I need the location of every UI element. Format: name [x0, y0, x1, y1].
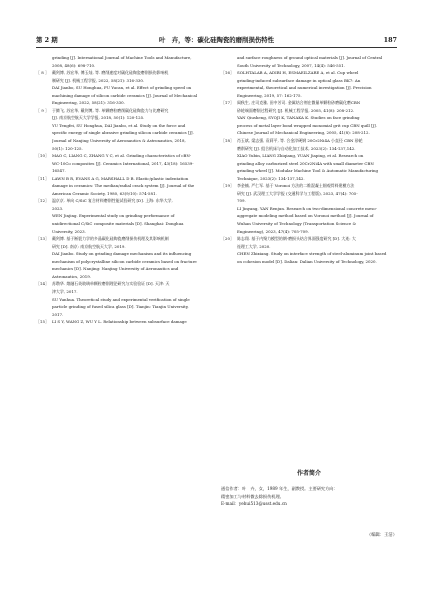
reference-entry: [221, 137, 391, 182]
issue-label: 第 2 期: [36, 36, 58, 44]
reference-entry: [221, 54, 391, 69]
reference-line: 研究 [J]. 武汉理工大学学报 (交通科学与工程版), 2023, 47(4): 705-: [237, 190, 358, 196]
author-intro-line: 精密加工与材料微去除损伤机理。: [221, 493, 284, 499]
running-title: 叶 卉，等：碳化硅陶瓷的磨削损伤特性: [158, 36, 275, 44]
reference-number: ［20］: [221, 236, 234, 242]
reference-line: SU Yunhua. Theoretical study and experimental verification of single: [52, 296, 190, 302]
reference-entry: [36, 69, 206, 107]
reference-entry: [36, 107, 206, 152]
reference-line: American Ceramic Society, 1980, 63(9/10): 574-581.: [52, 190, 157, 196]
reference-line: 连理工大学, 2020.: [237, 243, 271, 249]
reference-number: ［ 8 ］: [36, 70, 49, 76]
editor-note: （编辑：王洁）: [366, 533, 397, 538]
reference-line: process of metal layer bond wrapped monomial grit cup CBN quill [J].: [237, 122, 377, 128]
reference-line: 津大学, 2017.: [52, 288, 78, 294]
reference-entry: [36, 54, 206, 69]
reference-line: Engineering), 2023, 47(4): 705-709.: [237, 228, 309, 234]
reference-line: LI Jinyang, YAN Renjun. Research on two-dimensional concrete meso-: [237, 205, 377, 211]
reference-line: aggregate modeling method based on Voronoi method [J]. Journal of: [237, 213, 374, 219]
reference-line: mechanism of polycrystalline silicon carbide ceramics based on fracture: [52, 258, 197, 264]
reference-entry: [36, 152, 206, 175]
references-left-column: [36, 54, 206, 326]
reference-line: LAWN B R, EVANS A G, MARSHALL D B. Elastic/plastic indentation: [52, 175, 189, 181]
page-header: [36, 35, 397, 46]
reference-number: ［16］: [221, 70, 234, 76]
reference-line: WC-10Co composites [J]. Ceramics International, 2017, 43(18): 16539-: [52, 160, 194, 166]
reference-line: 阎秋生, 庄司克雅, 田中芳司. 金属结合剂在微量单颗粒砂磨碳化磨CBN: [237, 100, 361, 106]
reference-number: ［13］: [36, 236, 49, 242]
reference-line: 苏瓒华. 熔融石英玻璃单颗粒磨削理论研究与实验验证 [D]. 天津: 天: [52, 281, 170, 287]
reference-entry: [221, 99, 391, 137]
author-intro-title: 作者简介: [296, 470, 321, 477]
reference-line: 于腾飞, 苏宏华, 戴剑博, 等. 单颗磨粒磨削碳化硅陶瓷力与比磨研究: [52, 107, 169, 113]
reference-number: ［12］: [36, 198, 49, 204]
reference-line: particle grinding of fused silica glass [D]. Tianjin: Tianjin University,: [52, 304, 189, 310]
reference-line: WEN Jinjing. Experimental study on grinding performance of: [52, 213, 175, 219]
reference-line: 陈志翔. 基于内聚力模型的钢-磨损头结合界面强度研究 [D]. 大连: 大: [237, 236, 356, 242]
reference-line: DAI Jianbo. Study on grinding damage mechanism and its influencing: [52, 251, 192, 257]
reference-entry: [36, 175, 206, 198]
reference-line: 709.: [237, 198, 246, 204]
reference-line: Journal of Nanjing University of Aeronautics & Astronautics, 2018,: [52, 138, 186, 144]
reference-line: 2008, 48(6): 698-710.: [52, 62, 96, 68]
reference-line: LI S Y, WANG Z, WU Y L. Relationship between subsurface damage: [52, 319, 187, 325]
reference-line: University, 2023.: [52, 228, 86, 234]
reference-entry: [36, 197, 206, 235]
reference-line: 磨削研究 [J]. 组合机床与自动化加工技术, 2023(2): 134-137,142.: [237, 145, 356, 151]
reference-line: 制研究 [J]. 机械工程学报, 2022, 58(21): 316-330.: [52, 77, 145, 83]
reference-line: Wuhan University of Technology (Transportation Science &: [237, 221, 356, 227]
reference-line: 肖玉斌, 梁志强, 袁莉平, 等. 合金淬硬钢 20Cr2Ni4A 小直径 CBN 砂轮: [237, 138, 363, 144]
reference-line: unidirectional C/SiC composite materials [D]. Shanghai: Donghua: [52, 221, 184, 227]
reference-entry: [221, 182, 391, 235]
reference-number: ［17］: [221, 100, 234, 106]
reference-line: 2023.: [52, 205, 64, 211]
reference-line: DAI Jianbo, SU Honghua, FU Yucan, et al. Effect of grinding speed on: [52, 85, 192, 91]
reference-line: and surface roughness of ground optical materials [J]. Journal of Central: [237, 55, 383, 60]
reference-line: Chinese Journal of Mechanical Engineering, 2005, 41(8): 208-212.: [237, 130, 370, 136]
reference-line: SOLHTALAB A, ADIBI H, ESMAEILZARE A, et al. Cup wheel: [237, 70, 359, 76]
reference-line: 戴剑博, 苏宏华, 傅玉灿, 等. 磨削速度对碳化硅陶瓷磨削损伤影响机: [52, 70, 169, 76]
reference-number: ［15］: [36, 319, 49, 325]
reference-line: Engineering, 2022, 58(21): 316-330.: [52, 100, 125, 106]
reference-number: ［18］: [221, 138, 234, 144]
reference-number: ［11］: [36, 175, 49, 181]
reference-line: 温京京. 单向 C/SiC 复合材料磨削性能试验研究 [D]. 上海: 东华大学,: [52, 198, 173, 204]
reference-number: ［14］: [36, 281, 49, 287]
reference-line: YAN Qiusheng, SYOJI K, TANAKA K. Studies on face grinding: [237, 115, 360, 121]
reference-line: 16547.: [52, 168, 66, 174]
reference-line: grinding-induced subsurface damage in optical glass BK7: An: [237, 77, 361, 83]
reference-line: experimental, theoretical and numerical investigation [J]. Precision: [237, 85, 372, 91]
reference-entry: [36, 235, 206, 280]
author-intro: [221, 468, 397, 508]
reference-line: mechanics [D]. Nanjing: Nanjing University of Aeronautics and: [52, 266, 179, 272]
reference-number: ［19］: [221, 183, 234, 189]
reference-entry: [221, 69, 391, 99]
author-email: E-mail：yehui513@usst.edu.cn: [221, 501, 287, 507]
reference-line: machining damage of silicon carbide ceramics [J]. Journal of Mechanical: [52, 92, 198, 98]
reference-line: Technique, 2023(2): 134-137,142.: [237, 175, 305, 181]
reference-line: 研究 [D]. 南京: 南京航空航天大学, 2019.: [52, 243, 126, 249]
reference-line: 戴剑博. 基于断裂力学的多晶碳化硅陶瓷磨削损伤机理及其影响机制: [52, 236, 169, 242]
reference-line: 2017.: [52, 311, 64, 317]
reference-line: specific energy of single abrasive grinding silicon carbide ceramics [J].: [52, 130, 194, 136]
reference-line: on cohesion model [D]. Dalian: Dalian University of Technology, 2020.: [237, 258, 377, 264]
reference-line: South University of Technology, 2007, 14(4): 546-551.: [237, 62, 345, 68]
reference-number: ［ 9 ］: [36, 107, 49, 113]
reference-line: YU Tengfei, SU Honghua, DAI Jianbo, et al. Study on the force and: [52, 122, 186, 128]
reference-line: 砂轮端面磨削过程研究 [J]. 机械工程学报, 2005, 41(8): 208-212.: [237, 107, 355, 113]
header-rule: [36, 47, 397, 48]
reference-line: 50(1): 120-125.: [52, 145, 83, 151]
reference-entry: [36, 280, 206, 318]
reference-line: CHEN Zhixiang. Study on interface strength of steel-aluminum joint based: [237, 251, 387, 257]
reference-line: grinding [J]. International Journal of Machine Tools and Manufacture,: [52, 55, 192, 60]
reference-line: Astronautics, 2019.: [52, 273, 91, 279]
reference-line: damage in ceramics: The median/radial crack system [J]. Journal of the: [52, 183, 195, 189]
references-right-column: [221, 54, 391, 265]
reference-line: Engineering, 2019, 57: 162-175.: [237, 92, 302, 98]
page-number: 187: [383, 36, 397, 44]
reference-line: 李金楠, 严仁军. 基于 Voronoi 方法的二维混凝土细观骨料建模方法: [237, 183, 355, 189]
reference-entry: [36, 318, 206, 326]
reference-line: grinding alloy carburized steel 20Cr2Ni4A with small diameter CBN: [237, 160, 374, 166]
reference-number: ［10］: [36, 153, 49, 159]
reference-line: [J]. 南京航空航天大学学报, 2018, 50(1): 120-125.: [52, 115, 145, 121]
reference-line: grinding wheel [J]. Modular Machine Tool & Automatic Manufacturing: [237, 168, 379, 174]
reference-line: MAO C, LIANG C, ZHANG Y C, et al. Grinding characteristics of cBN-: [52, 153, 192, 159]
reference-line: XIAO Yubin, LIANG Zhiqiang, YUAN Jiaping, et al. Research on: [237, 153, 364, 159]
author-intro-line: 通信作者：叶 卉，女，1989 年生，副教授。主要研究方向：: [221, 486, 338, 491]
reference-entry: [221, 235, 391, 265]
